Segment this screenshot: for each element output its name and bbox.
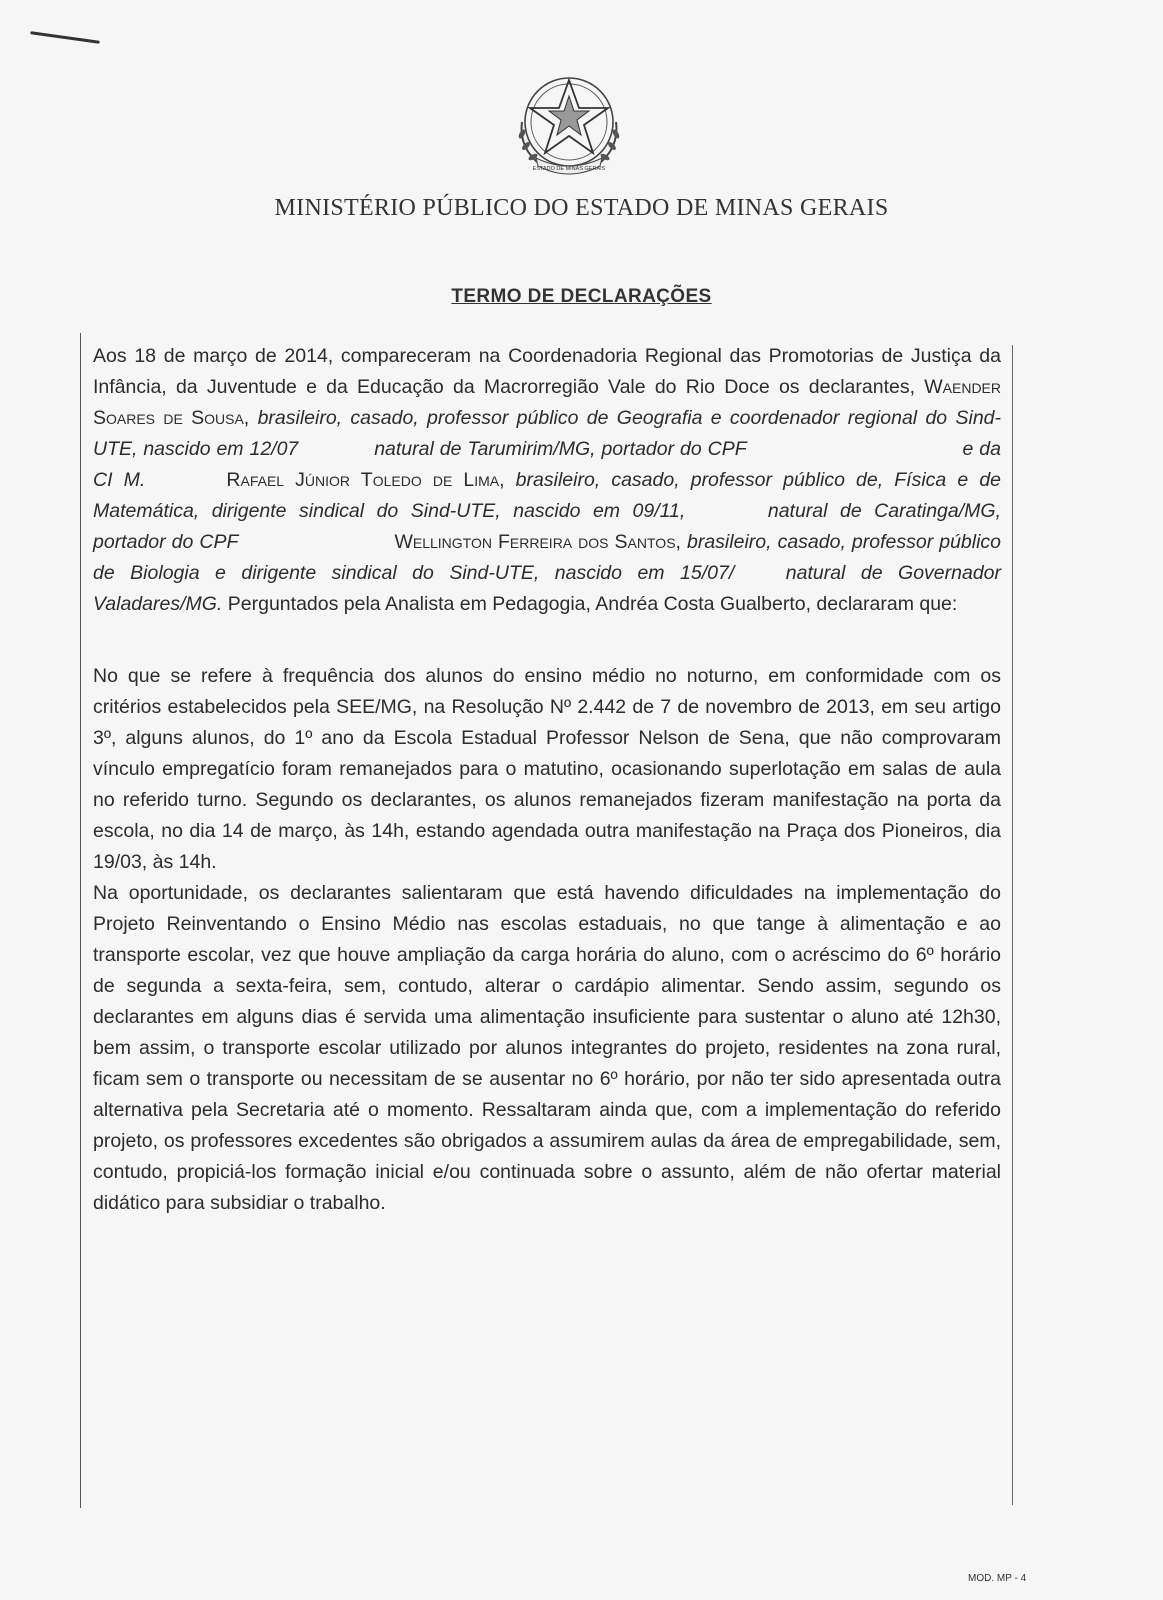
declarant-name-2: Rafael Júnior Toledo de Lima,: [226, 469, 505, 491]
seal-ribbon-text: ESTADO DE MINAS GERAIS: [532, 166, 606, 172]
intro-tail: Perguntados pela Analista em Pedagogia, Andréa Costa Gualberto, declararam que:: [227, 593, 958, 615]
margin-rule-left: [80, 333, 81, 1508]
organization-name: MINISTÉRIO PÚBLICO DO ESTADO DE MINAS GERAIS: [274, 195, 889, 221]
intro-text: Aos 18 de março de 2014, compareceram na Coordenadoria Regional das Promotorias de Justiça da Infância, da Juventude e da Educação da Macrorregião Vale do Rio Doce os declarantes,: [93, 345, 1001, 398]
declarant-name-3: Wellington Ferreira dos Santos,: [394, 531, 681, 553]
declarant-desc-1c: e da CI M.: [93, 438, 1001, 491]
declarant-desc-1b: natural de Tarumirim/MG, portador do CPF: [374, 438, 747, 460]
declarant-desc-3: brasileiro, casado, professor público de Biologia e dirigente sindical do Sind-UTE, nascido em 15/07/: [93, 531, 1002, 584]
declarant-desc-3b: natural de Governador Valadares/MG.: [93, 562, 1002, 615]
paragraph-frequency: No que se refere à frequência dos alunos do ensino médio no noturno, em conformidade com os critérios estabelecidos pela SEE/MG, na Resolução Nº 2.442 de 7 de novembro de 2013, em seu artigo 3º, alguns alunos, do 1º ano da Escola Estadual Professor Nelson de Sena, que não comprovaram vínculo empregatício foram remanejados para o matutino, ocasionando superlotação em salas de aula no referido turno. Segundo os declarantes, os alunos remanejados fizeram manifestação na porta da escola, no dia 14 de março, às 14h, estando agendada outra manifestação na Praça dos Pioneiros, dia 19/03, às 14h.: [93, 665, 1001, 873]
paragraph-project: Na oportunidade, os declarantes salientaram que está havendo dificuldades na implementação do Projeto Reinventando o Ensino Médio nas escolas estaduais, no que tange à alimentação e ao transporte escolar, vez que houve ampliação da carga horária do aluno, com o acréscimo do 6º horário de segunda a sexta-feira, sem, contudo, alterar o cardápio alimentar. Sendo assim, segundo os declarantes em alguns dias é servida uma alimentação insuficiente para sustentar o aluno até 12h30, bem assim, o transporte escolar utilizado por alunos integrantes do projeto, residentes na zona rural, ficam sem o transporte ou necessitam de se ausentar no 6º horário, por não ter sido apresentada outra alternativa pela Secretaria até o momento. Ressaltaram ainda que, com a implementação do referido projeto, os professores excedentes são obrigados a assumirem aulas da área de empregabilidade, sem, contudo, propiciá-los formação inicial e/ou continuada sobre o assunto, além de não ofertar material didático para subsidiar o trabalho.: [93, 882, 1001, 1214]
declarant-desc-2b: natural de Caratinga/MG, portador do CPF: [93, 500, 1001, 553]
declarant-desc-2: brasileiro, casado, professor público de, Física e de Matemática, dirigente sindical do Sind-UTE, nascido em 09/11,: [93, 469, 1002, 522]
intro-paragraph: [93, 341, 1001, 620]
scan-mark: [30, 31, 100, 44]
declarant-name-1: Waender Soares de Sousa,: [93, 376, 1001, 429]
document-title: TERMO DE DECLARAÇÕES: [451, 286, 712, 307]
document-body: [93, 341, 1001, 1219]
coat-of-arms-seal: [508, 62, 630, 184]
declarant-desc-1: brasileiro, casado, professor público de Geografia e coordenador regional do Sind-UTE, nascido em 12/07: [93, 407, 1001, 460]
margin-rule-right: [1012, 345, 1013, 1505]
paragraph-spacer: [93, 620, 1001, 661]
form-code: MOD. MP - 4: [968, 1573, 1027, 1584]
